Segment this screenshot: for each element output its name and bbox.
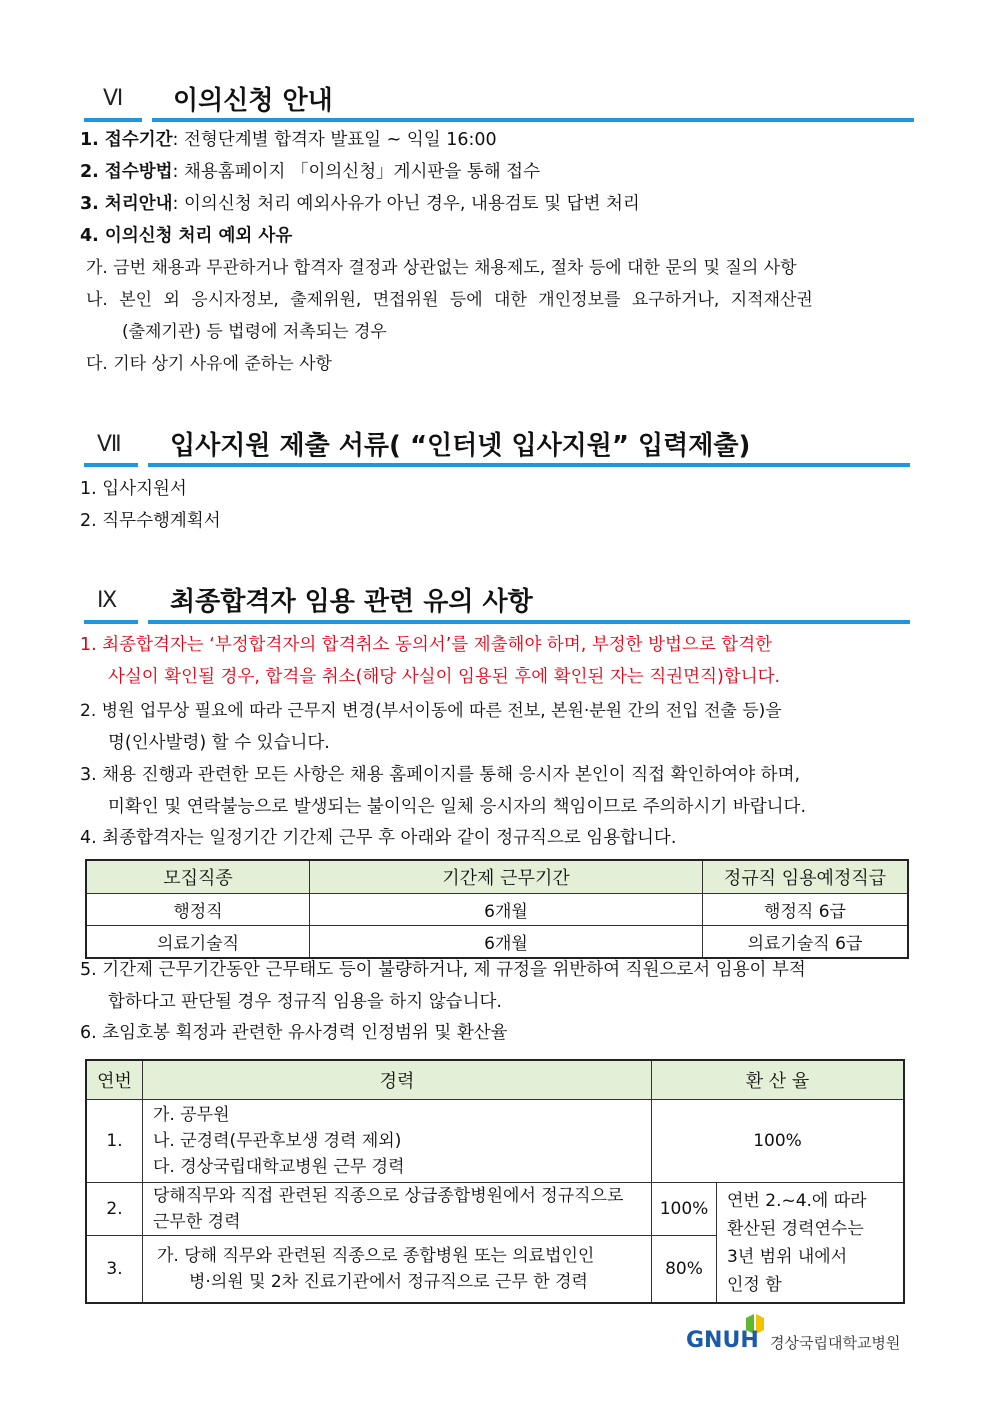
s6-item-3: 3. 처리안내: 이의신청 처리 예외사유가 아닌 경우, 내용검토 및 답변 처리: [80, 194, 640, 214]
s9-line-5: 5. 기간제 근무기간동안 근무태도 등이 불량하거나, 제 규정을 위반하여 직원으로서 임용이 부적: [80, 960, 806, 980]
note-line: 환산된 경력연수는: [727, 1218, 864, 1239]
table-cell-career: [143, 1183, 652, 1236]
s9-line-1: 1. 최종합격자는 ‘부정합격자의 합격취소 동의서’를 제출해야 하며, 부정한 방법으로 합격한: [80, 635, 773, 655]
table-cell-note: [717, 1183, 905, 1304]
table-cell: 2.: [86, 1183, 143, 1236]
s6-sub-b: 나. 본인 외 응시자정보, 출제위원, 면접위원 등에 대한 개인정보를 요구하거나, 지적재산권: [86, 290, 813, 310]
table-cell: 의료기술직: [86, 926, 310, 959]
table-cell: 행정직: [86, 894, 310, 926]
career-line: 가. 당해 직무와 관련된 직종으로 종합병원 또는 의료법인인: [157, 1246, 595, 1266]
career-line: 다. 경상국립대학교병원 근무 경력: [153, 1157, 405, 1177]
s9-line-3: 3. 채용 진행과 관련한 모든 사항은 채용 홈페이지를 통해 응시자 본인이 직접 확인하여야 하며,: [80, 765, 801, 785]
table-row: [86, 1100, 904, 1183]
career-line: 병·의원 및 2차 진료기관에서 정규직으로 근무 한 경력: [189, 1272, 588, 1292]
logo-abbr: GNUH: [686, 1328, 759, 1353]
table-cell: 6개월: [310, 926, 703, 959]
logo-name: 경상국립대학교병원: [770, 1334, 901, 1352]
table-row: [86, 894, 908, 926]
table-header-cell: 환 산 율: [652, 1060, 905, 1100]
career-line: 당해직무와 직접 관련된 직종으로 상급종합병원에서 정규직으로: [153, 1186, 624, 1206]
section-6-number: Ⅵ: [103, 86, 124, 111]
section-7-title: 입사지원 제출 서류( “인터넷 입사지원” 입력제출): [170, 431, 751, 461]
table-cell-career: [143, 1100, 652, 1183]
table-cell: 의료기술직 6급: [703, 926, 909, 959]
s9-line-4: 4. 최종합격자는 일정기간 기간제 근무 후 아래와 같이 정규직으로 임용합니다.: [80, 828, 677, 848]
appointment-table: [85, 859, 909, 959]
table-header-row: [86, 1060, 904, 1100]
table-cell: 6개월: [310, 894, 703, 926]
section-7-rule-left: [84, 463, 138, 467]
section-6-rule-right: [152, 118, 914, 122]
s6-sub-b-cont: (출제기관) 등 법령에 저촉되는 경우: [122, 322, 387, 342]
s9-line-5-cont: 합하다고 판단될 경우 정규직 임용을 하지 않습니다.: [108, 992, 502, 1012]
s9-line-2-cont: 명(인사발령) 할 수 있습니다.: [108, 733, 330, 753]
table-cell-rate: 100%: [652, 1100, 905, 1183]
table-cell: 행정직 6급: [703, 894, 909, 926]
note-line: 3년 범위 내에서: [727, 1246, 848, 1267]
career-line: 근무한 경력: [153, 1212, 241, 1232]
table-header-cell: 연번: [86, 1060, 143, 1100]
table-header-cell: 모집직종: [86, 860, 310, 894]
table-cell-rate: 80%: [652, 1236, 717, 1304]
section-6-title: 이의신청 안내: [173, 86, 333, 116]
section-7-rule-right: [148, 463, 910, 467]
s6-sub-a: 가. 금번 채용과 무관하거나 합격자 결정과 상관없는 채용제도, 절차 등에 대한 문의 및 질의 사항: [86, 258, 797, 278]
table-header-row: [86, 860, 908, 894]
s7-item-2: 2. 직무수행계획서: [80, 511, 221, 531]
section-9-rule-right: [148, 620, 910, 624]
career-line: 가. 공무원: [153, 1105, 230, 1125]
table-header-cell: 경력: [143, 1060, 652, 1100]
s9-line-3-cont: 미확인 및 연락불능으로 발생되는 불이익은 일체 응시자의 책임이므로 주의하시기 바랍니다.: [108, 797, 807, 817]
table-header-cell: 정규직 임용예정직급: [703, 860, 909, 894]
section-9-rule-left: [84, 620, 138, 624]
career-table: [85, 1059, 905, 1304]
table-row: [86, 926, 908, 959]
s9-line-2: 2. 병원 업무상 필요에 따라 근무지 변경(부서이동에 따른 전보, 본원·분원 간의 전입 전출 등)을: [80, 701, 782, 721]
section-7-number: Ⅶ: [97, 432, 122, 457]
section-9-number: Ⅸ: [97, 588, 118, 613]
s7-item-1: 1. 입사지원서: [80, 479, 187, 499]
s9-line-1-cont: 사실이 확인될 경우, 합격을 취소(해당 사실이 임용된 후에 확인된 자는 직권면직)합니다.: [108, 667, 781, 687]
table-cell-career: [143, 1236, 652, 1304]
table-header-cell: 기간제 근무기간: [310, 860, 703, 894]
s6-item-4: 4. 이의신청 처리 예외 사유: [80, 226, 293, 246]
note-line: 인정 함: [727, 1274, 782, 1295]
section-6-rule-left: [84, 118, 142, 122]
s9-line-6: 6. 초임호봉 획정과 관련한 유사경력 인정범위 및 환산율: [80, 1023, 508, 1043]
s6-item-2: 2. 접수방법: 채용홈페이지 「이의신청」게시판을 통해 접수: [80, 162, 540, 182]
career-line: 나. 군경력(무관후보생 경력 제외): [153, 1131, 402, 1151]
s6-sub-c: 다. 기타 상기 사유에 준하는 사항: [86, 354, 332, 374]
table-cell-rate: 100%: [652, 1183, 717, 1236]
table-cell: 1.: [86, 1100, 143, 1183]
section-9-title: 최종합격자 임용 관련 유의 사항: [170, 587, 533, 617]
table-cell: 3.: [86, 1236, 143, 1304]
note-line: 연번 2.~4.에 따라: [727, 1190, 867, 1211]
hospital-logo: [686, 1312, 916, 1356]
table-row: [86, 1183, 904, 1236]
s6-item-1: 1. 접수기간: 전형단계별 합격자 발표일 ~ 익일 16:00: [80, 130, 497, 150]
